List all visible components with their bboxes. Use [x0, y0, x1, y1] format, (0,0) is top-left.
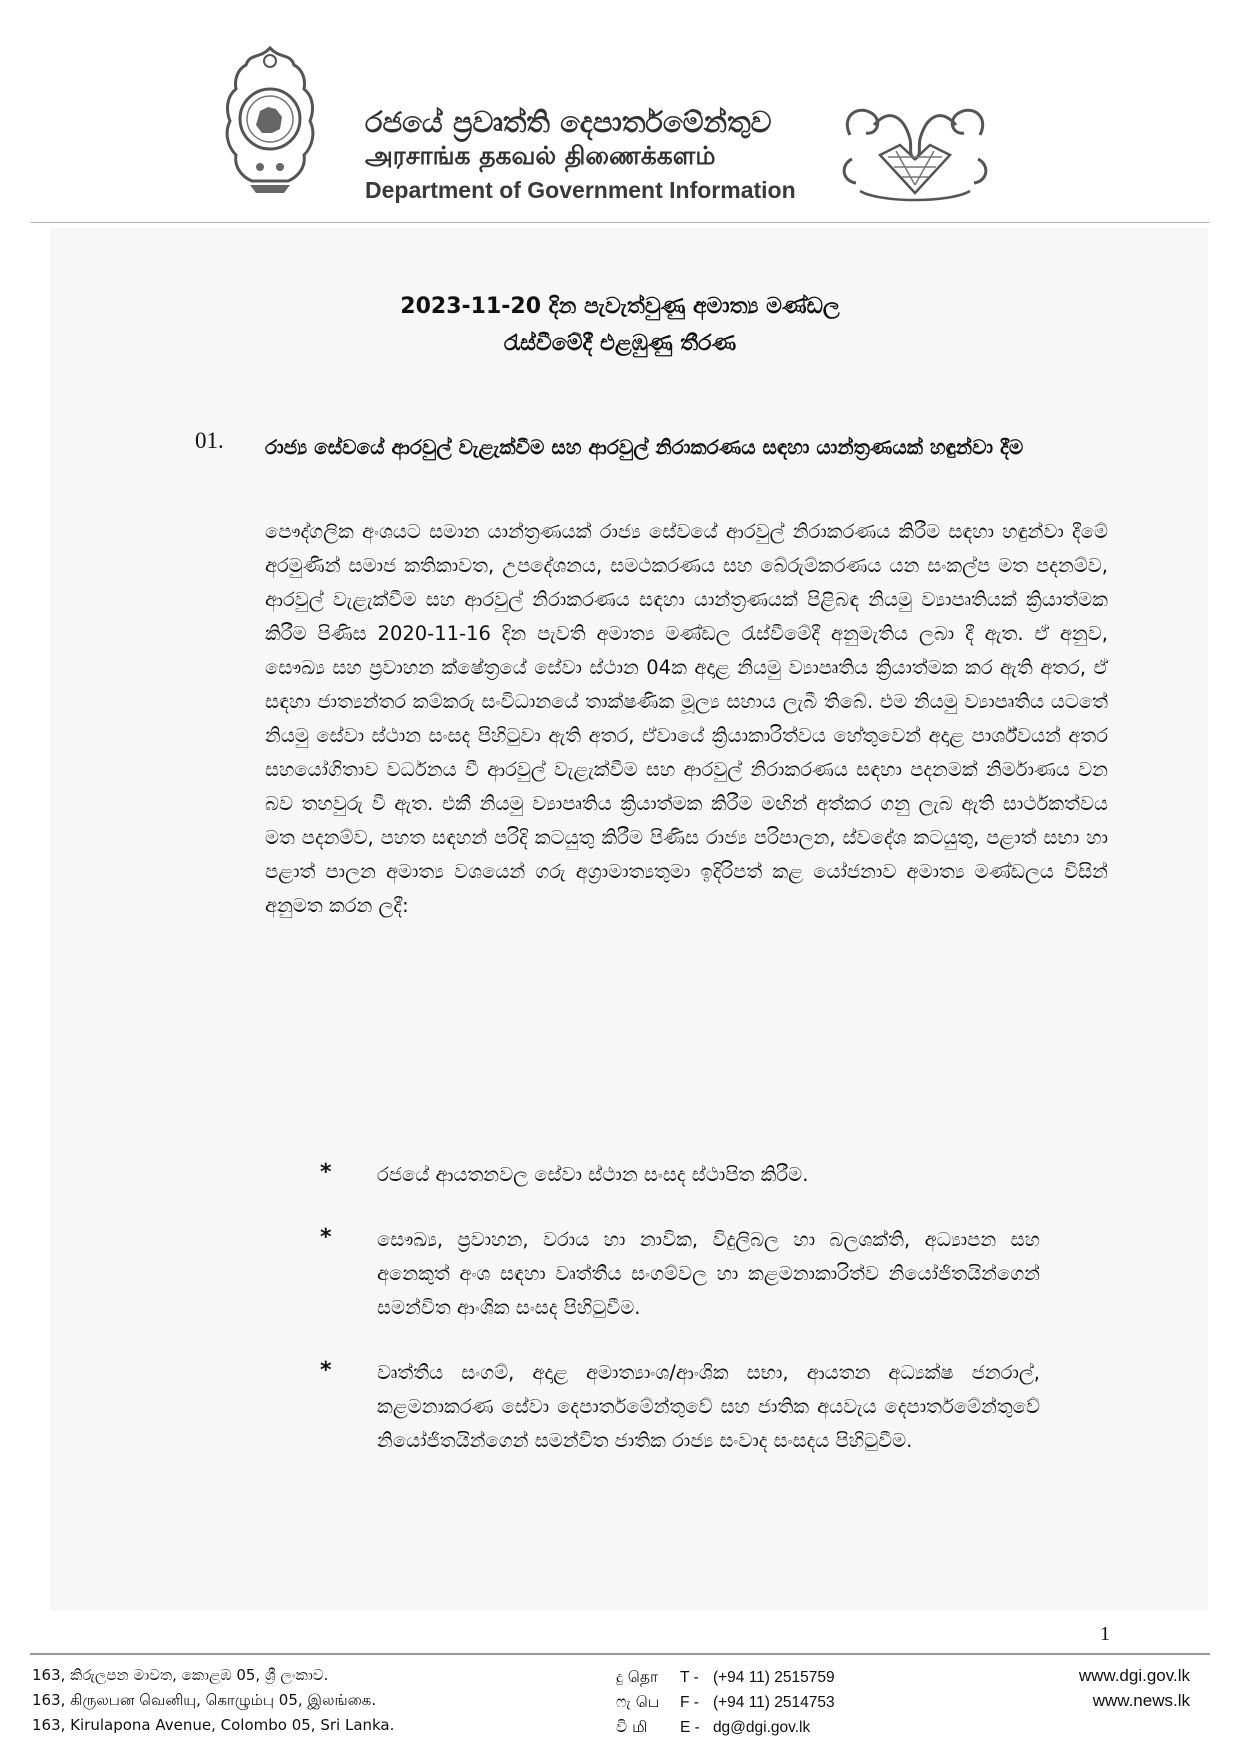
- footer-websites: [1050, 1663, 1190, 1713]
- address-english: 163, Kirulapona Avenue, Colombo 05, Sri Lanka.: [32, 1716, 395, 1734]
- section-body-paragraph: පෞද්ගලික අංශයට සමාන යාන්ත්‍රණයක් රාජ්‍ය සේවයේ ආරවුල් නිරාකරණය කිරීම සඳහා හඳුන්වා දීමේ අරමුණින් සමාජ කතිකාවත, උපදේශනය, සමථකරණය සහ බේරුම්කරණය යන සංකල්ප මත පදනම්ව, ආරවුල් වැළැක්වීම සහ ආරවුල් නිරාකරණය සඳහා යාන්ත්‍රණයක් පිළිබඳ නියමු ව්‍යාපෘතියක් ක්‍රියාත්මක කිරීම පිණිස 2020-11-16 දින පැවති අමාත්‍ය මණ්ඩල රැස්වීමේදී අනුමැතිය ලබා දී ඇත. ඒ අනුව, සෞඛ්‍ය සහ ප්‍රවාහන ක්ෂේත්‍රයේ සේවා ස්ථාන 04ක අදාළ නියමු ව්‍යාපෘතිය ක්‍රියාත්මක කර ඇති අතර, ඒ සඳහා ජාත්‍යන්තර කම්කරු සංවිධානයේ තාක්ෂණික මූල්‍ය සහාය ලැබී තිබේ. එම නියමු ව්‍යාපෘතිය යටතේ නියමු සේවා ස්ථාන සංසද පිහිටුවා ඇති අතර, ඒවායේ ක්‍රියාකාරිත්වය හේතුවෙන් අදාළ පාර්ශ්වයන් අතර සහයෝගිතාව වර්ධනය වී ආරවුල් වැළැක්වීම සහ ආරවුල් නිරාකරණය සඳහා පදනමක් නිර්මාණය වන බව තහවුරු වී ඇත. එකී නියමු ව්‍යාපෘතිය ක්‍රියාත්මක කිරීම මඟින් අත්කර ගනු ලැබ ඇති සාර්ථකත්වය මත පදනම්ව, පහත සඳහන් පරිදි කටයුතු කිරීම පිණිස රාජ්‍ය පරිපාලන, ස්වදේශ කටයුතු, පළාත් සභා හා පළාත් පාලන අමාත්‍ය වශයෙන් ගරු අග්‍රාමාත්‍යතුමා ඉදිරිපත් කළ යෝජනාව අමාත්‍ය මණ්ඩලය විසින් අනුමත කරන ලදී:: [265, 520, 1108, 917]
- section-number: 01.: [195, 428, 224, 453]
- list-item-text: රජයේ ආයතනවල සේවා ස්ථාන සංසද ස්ථාපිත කිරීම.: [377, 1163, 809, 1186]
- document-title: [240, 288, 1000, 362]
- footer-address: [32, 1663, 394, 1738]
- fax-label: ෆැ பெ: [616, 1693, 660, 1711]
- fax-code: F -: [680, 1694, 699, 1711]
- department-name-sinhala: රජයේ ප්‍රවෘත්ති දෙපාර්තමේන්තුව: [365, 105, 772, 139]
- email-code: E -: [680, 1719, 700, 1736]
- phone-contact: [616, 1665, 835, 1690]
- document-title-line-2: රැස්වීමේදී එළඹුණු තීරණ: [503, 331, 737, 356]
- section-heading: රාජ්‍ය සේවයේ ආරවුල් වැළැක්වීම සහ ආරවුල් නිරාකරණය සඳහා යාන්ත්‍රණයක් හඳුන්වා දීම: [265, 435, 1024, 459]
- fax-contact: [616, 1690, 835, 1715]
- website-link-dgi[interactable]: www.dgi.gov.lk: [1078, 1666, 1190, 1685]
- footer-contacts: [616, 1665, 835, 1740]
- email-link[interactable]: dg@dgi.gov.lk: [712, 1719, 811, 1736]
- list-item-text: සෞඛ්‍ය, ප්‍රවාහන, වරාය හා නාවික, විදුලිබල හා බලශක්ති, අධ්‍යාපන සහ අනෙකුත් අංශ සඳහා වෘත්තීය සංගම්වල හා කළමනාකාරිත්ව නියෝජිතයින්ගෙන් සමන්විත ආංශික සංසද පිහිටුවීම.: [377, 1228, 1040, 1319]
- dgi-swan-logo-icon: [830, 95, 1000, 205]
- department-name-english: Department of Government Information: [365, 177, 796, 203]
- letterhead: [0, 0, 1240, 228]
- department-name-tamil: அரசாங்க தகவல் திணைக்களம்: [365, 141, 716, 170]
- bullet-asterisk: *: [320, 1225, 332, 1250]
- list-item: [320, 1158, 1040, 1192]
- decision-bullet-list: [320, 1158, 1040, 1489]
- header-divider: [30, 222, 1210, 223]
- list-item: [320, 1356, 1040, 1458]
- phone-number[interactable]: (+94 11) 2515759: [712, 1669, 835, 1686]
- bullet-asterisk: *: [320, 1358, 332, 1383]
- page-number: 1: [1100, 1623, 1110, 1645]
- list-item: [320, 1223, 1040, 1325]
- phone-code: T -: [680, 1669, 699, 1686]
- footer-divider: [30, 1653, 1210, 1655]
- fax-number: (+94 11) 2514753: [712, 1694, 835, 1711]
- document-title-line-1: 2023-11-20 දින පැවැත්වුණු අමාත්‍ය මණ්ඩල: [400, 294, 840, 319]
- address-sinhala: 163, කිරුලපන මාවත, කොළඹ 05, ශ්‍රී ලංකාව.: [32, 1666, 329, 1684]
- website-link-news[interactable]: www.news.lk: [1092, 1691, 1190, 1710]
- department-names: [365, 105, 796, 207]
- address-tamil: 163, கிருலபன வெனியு, கொழும்பு 05, இலங்கை.: [32, 1691, 377, 1709]
- list-item-text: වෘත්තීය සංගම්, අදාළ අමාත්‍යාංශ/ආංශික සභා, ආයතන අධ්‍යක්ෂ ජනරාල්, කළමනාකරණ සේවා දෙපාර්තමේන්තුවේ සහ ජාතික අයවැය දෙපාර්තමේන්තුවේ නියෝජිතයින්ගෙන් සමන්විත ජාතික රාජ්‍ය සංවාද සංසදය පිහිටුවීම.: [377, 1361, 1040, 1452]
- email-contact: [616, 1715, 835, 1740]
- sri-lanka-state-emblem-icon: [220, 45, 320, 195]
- email-label: වි மி: [616, 1718, 648, 1736]
- bullet-asterisk: *: [320, 1160, 332, 1185]
- phone-label: දු தொ: [616, 1668, 659, 1686]
